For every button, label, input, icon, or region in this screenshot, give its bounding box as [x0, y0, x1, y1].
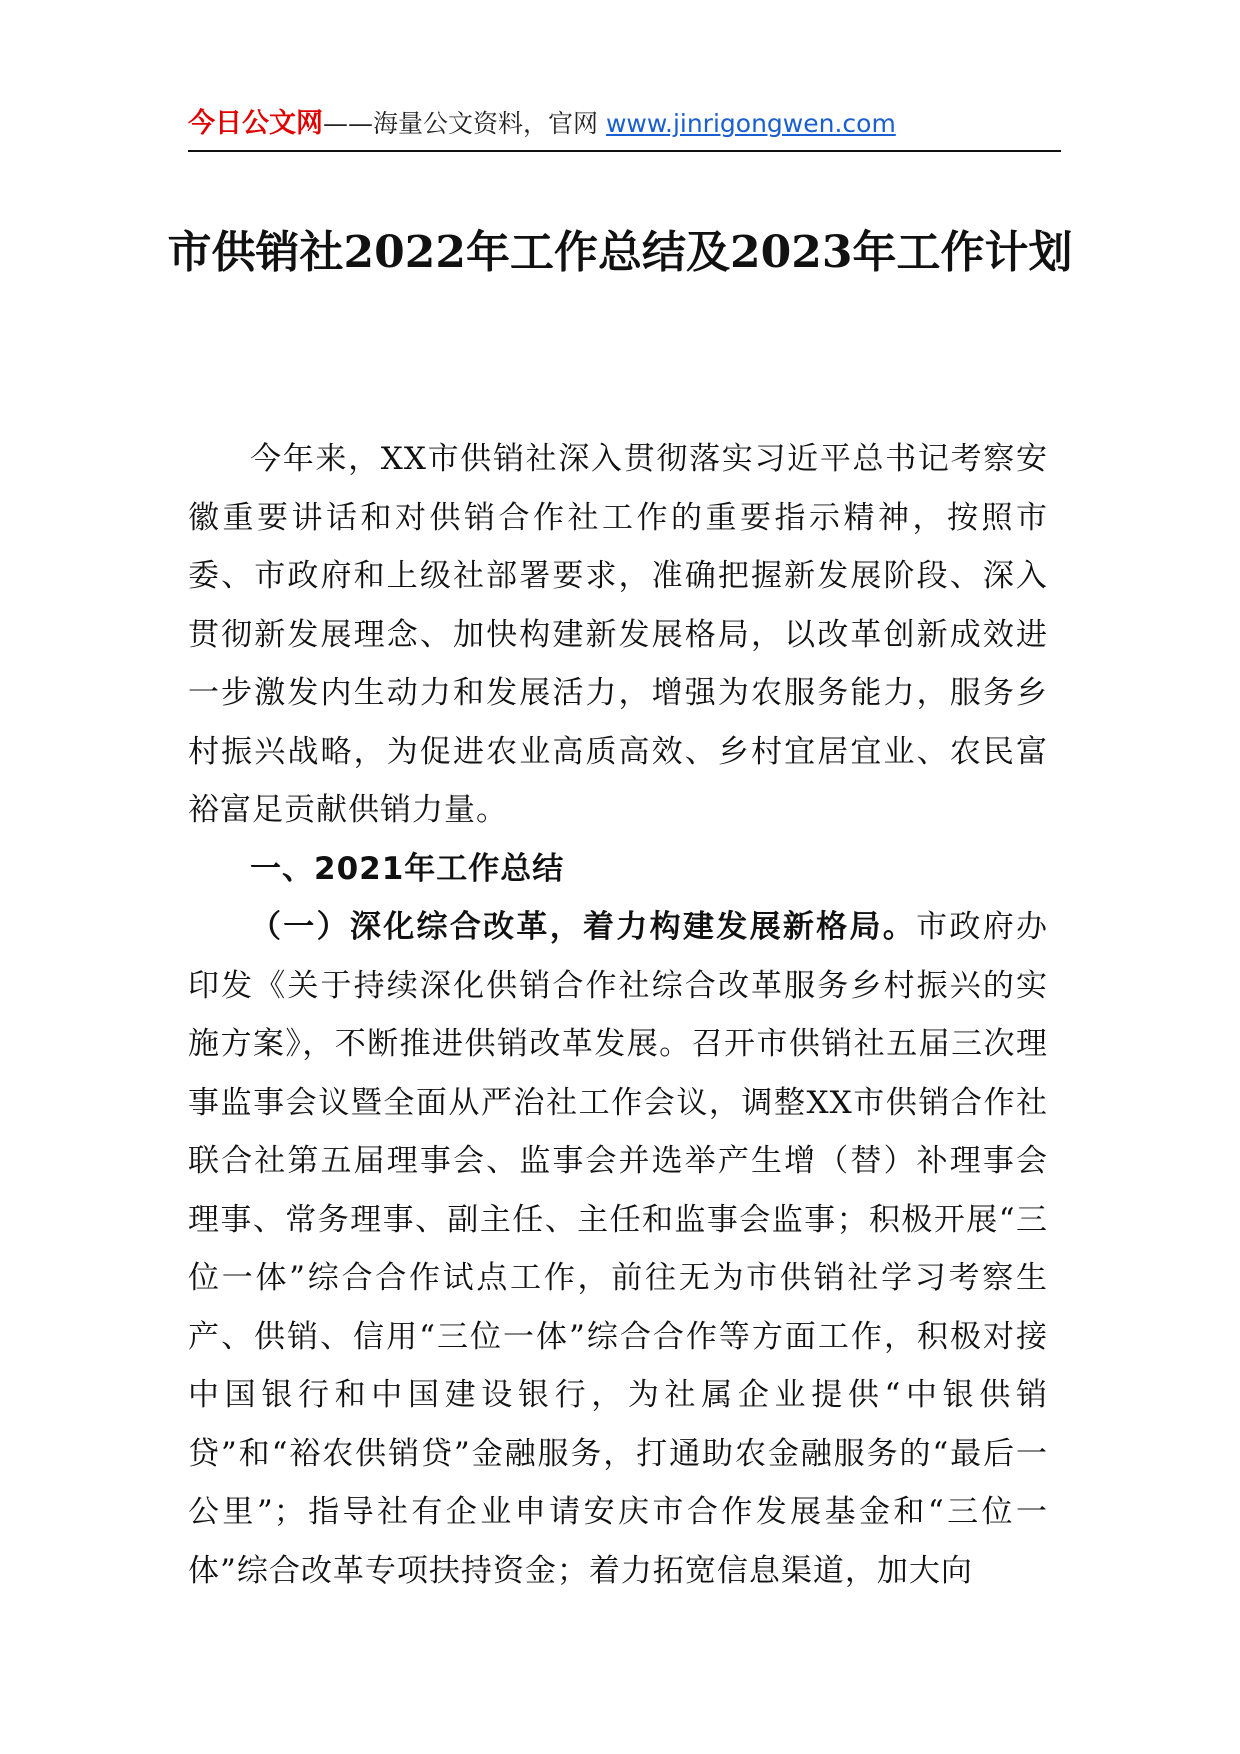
subsection-heading: （一）深化综合改革，着力构建发展新格局。 [250, 909, 917, 945]
document-title: 市供销社2022年工作总结及2023年工作计划 [167, 227, 1073, 278]
website-link[interactable]: www.jinrigongwen.com [605, 109, 896, 138]
subsection-paragraph [188, 898, 1048, 1600]
section-heading: 一、2021年工作总结 [250, 850, 565, 887]
header-tagline: ——海量公文资料，官网 [323, 109, 606, 138]
header-divider [188, 150, 1061, 152]
site-header [188, 104, 1061, 144]
subsection-body: 市政府办印发《关于持续深化供销合作社综合改革服务乡村振兴的实施方案》，不断推进供销改革发展。召开市供销社五届三次理事监事会议暨全面从严治社工作会议，调整XX市供销合作社联合社第五届理事会、监事会并选举产生增（替）补理事会理事、常务理事、副主任、主任和监事会监事；积极开展“三位一体”综合合作试点工作，前往无为市供销社学习考察生产、供销、信用“三位一体”综合合作等方面工作，积极对接中国银行和中国建设银行，为社属企业提供“中银供销贷”和“裕农供销贷”金融服务，打通助农金融服务的“最后一公里”；指导社有企业申请安庆市合作发展基金和“三位一体”综合改革专项扶持资金；着力拓宽信息渠道，加大向 [188, 909, 1049, 1589]
document-body [188, 430, 1048, 1600]
brand-name: 今日公文网 [188, 108, 323, 139]
intro-paragraph: 今年来，XX市供销社深入贯彻落实习近平总书记考察安徽重要讲话和对供销合作社工作的重要指示精神，按照市委、市政府和上级社部署要求，准确把握新发展阶段、深入贯彻新发展理念、加快构建新发展格局，以改革创新成效进一步激发内生动力和发展活力，增强为农服务能力，服务乡村振兴战略，为促进农业高质高效、乡村宜居宜业、农民富裕富足贡献供销力量。 [188, 441, 1048, 828]
